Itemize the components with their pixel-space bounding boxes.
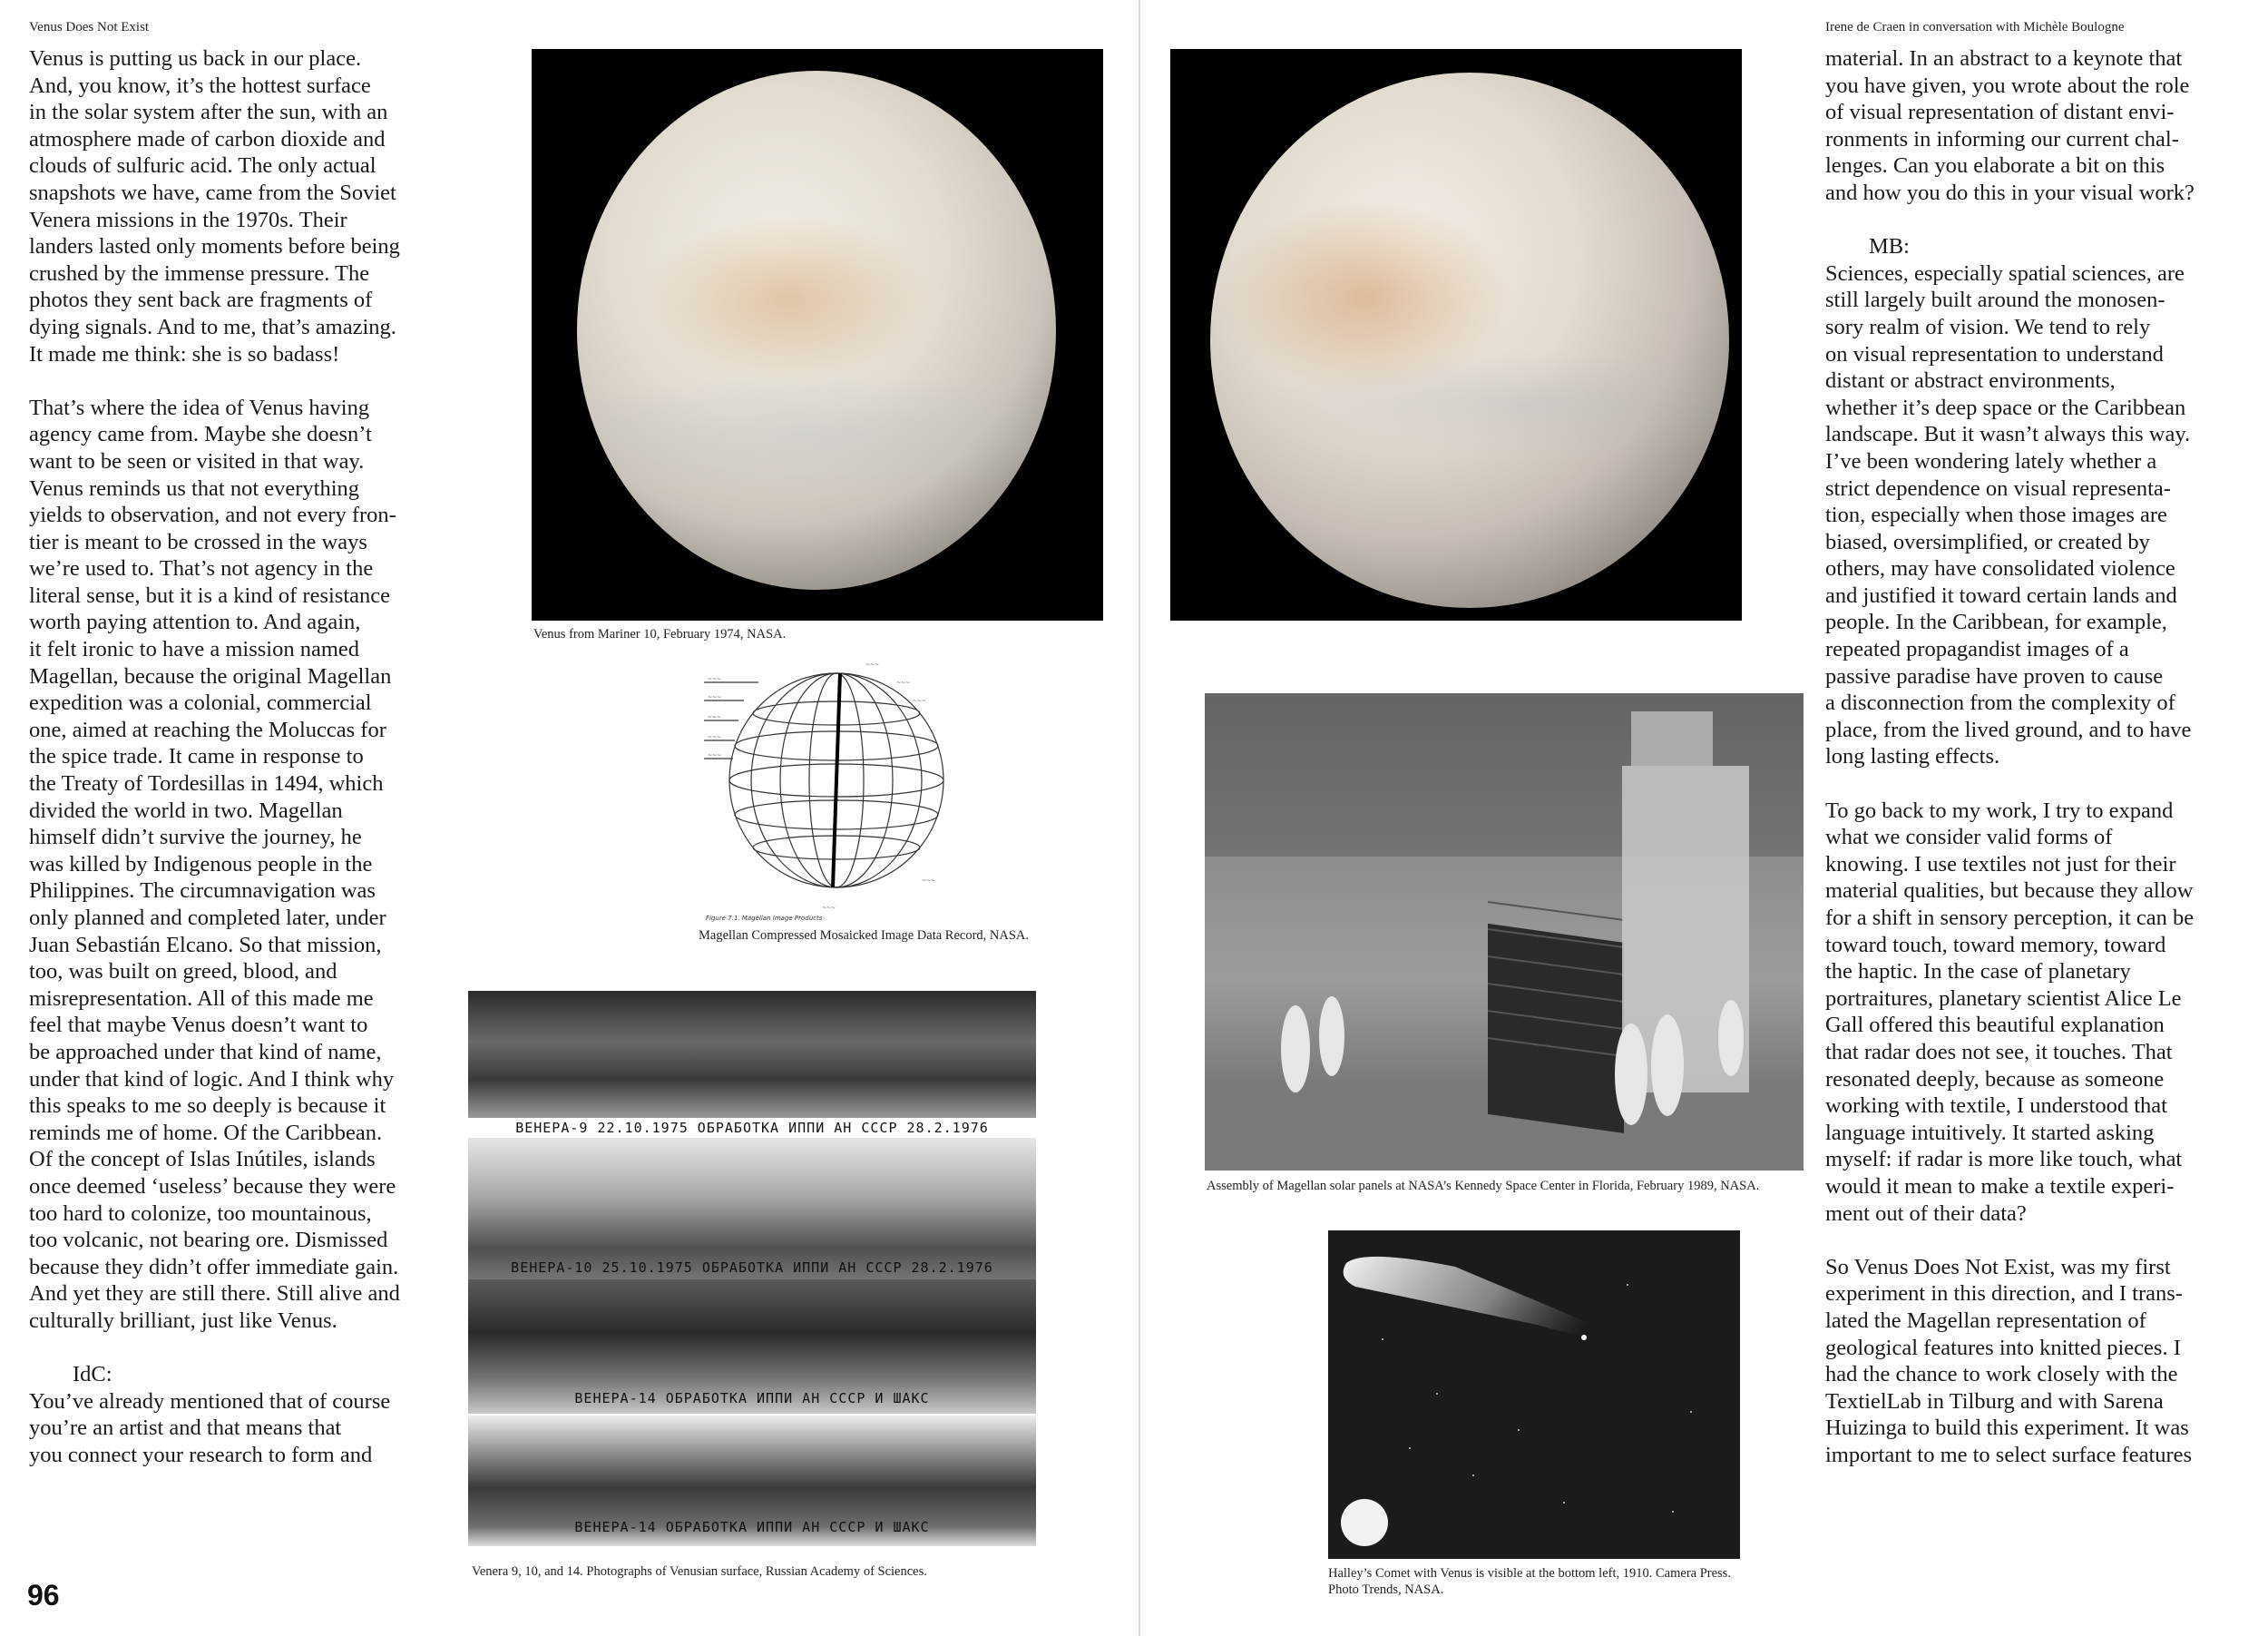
globe-drawing (695, 646, 978, 924)
right-text-line: geological features into knitted pieces. I (1825, 1335, 2181, 1360)
venera-10-label: ВЕНЕРА-10 25.10.1975 ОБРАБОТКА ИППИ АН СССР 28.2.1976 (511, 1259, 993, 1276)
right-text-line: material. In an abstract to a keynote that (1825, 46, 2183, 71)
right-text-line: on visual representation to understand (1825, 341, 2164, 367)
venera-9-panorama (468, 991, 1036, 1118)
right-text-line: passive paradise have proven to cause (1825, 663, 2164, 689)
left-text-line: It made me think: she is so badass! (29, 341, 340, 367)
left-text-line: tier is meant to be crossed in the ways (29, 529, 367, 554)
right-text-line: resonated deeply, because as someone (1825, 1066, 2165, 1092)
svg-text:~~~: ~~~ (708, 694, 722, 700)
caption-magellan-record: Magellan Compressed Mosaicked Image Data Record, NASA. (699, 928, 1030, 943)
right-text-line: strict dependence on visual representa- (1825, 475, 2171, 501)
left-text-line: Philippines. The circumnavigation was (29, 878, 376, 904)
left-text-line: under that kind of logic. And I think why (29, 1066, 395, 1092)
right-text-line: you have given, you wrote about the role (1825, 73, 2190, 98)
left-text-line: Magellan, because the original Magellan (29, 663, 392, 689)
left-text-line: IdC: (73, 1362, 112, 1387)
svg-text:~~~: ~~~ (708, 714, 722, 720)
magellan-globe-diagram (695, 646, 978, 924)
svg-text:~~~: ~~~ (708, 734, 722, 740)
right-text-line: lated the Magellan representation of (1825, 1308, 2146, 1333)
left-text-line: too, was built on greed, blood, and (29, 959, 337, 985)
right-text-line: Huizinga to build this experiment. It was (1825, 1416, 2189, 1441)
right-text-line: of visual representation of distant envi- (1825, 100, 2175, 125)
svg-text:~~~: ~~~ (913, 698, 927, 704)
left-text-line: want to be seen or visited in that way. (29, 448, 365, 474)
right-text-line: language intuitively. It started asking (1825, 1120, 2155, 1145)
left-text-line: once deemed ‘useless’ because they were (29, 1173, 396, 1199)
right-text-line: distant or abstract environments, (1825, 368, 2116, 394)
left-text-line: one, aimed at reaching the Moluccas for (29, 717, 386, 742)
left-running-head: Venus Does Not Exist (29, 20, 150, 34)
left-text-line: You’ve already mentioned that of course (29, 1388, 391, 1414)
venus-disc (577, 71, 1056, 590)
right-paragraph-gap (1825, 207, 2252, 234)
right-text-line: knowing. I use textiles not just for their (1825, 851, 2176, 877)
left-text-line: And, you know, it’s the hottest surface (29, 73, 371, 98)
right-text-line: portraitures, planetary scientist Alice Le (1825, 985, 2182, 1011)
right-text-line: others, may have consolidated violence (1825, 556, 2175, 582)
left-text-line: And yet they are still there. Still alive and (29, 1281, 400, 1307)
right-text-line: important to me to select surface features (1825, 1442, 2193, 1467)
left-text-line: we’re used to. That’s not agency in the (29, 556, 374, 582)
comet-illustration (1328, 1230, 1740, 1559)
venera-panorama-photos (468, 991, 1036, 1546)
right-running-head: Irene de Craen in conversation with Michèle Boulogne (1825, 20, 2125, 34)
right-text-line: toward touch, toward memory, toward (1825, 932, 2166, 957)
left-text-line: because they didn’t offer immediate gain. (29, 1254, 399, 1279)
right-text-line: experiment in this direction, and I trans- (1825, 1281, 2183, 1307)
left-text-line: the Treaty of Tordesillas in 1494, which (29, 771, 384, 797)
right-text-line: To go back to my work, I try to expand (1825, 798, 2174, 823)
caption-mariner: Venus from Mariner 10, February 1974, NASA. (533, 627, 787, 642)
right-text-line: working with textile, I understood that (1825, 1093, 2167, 1119)
left-text-line: you’re an artist and that means that (29, 1416, 342, 1441)
left-text-line: atmosphere made of carbon dioxide and (29, 126, 386, 152)
left-text-line: you connect your research to form and (29, 1442, 373, 1467)
venera-14b-label: ВЕНЕРА-14 ОБРАБОТКА ИППИ АН СССР И ШАКС (574, 1519, 930, 1535)
right-text-line: TextielLab in Tilburg and with Sarena (1825, 1388, 2164, 1414)
right-text-line: tion, especially when those images are (1825, 503, 2167, 528)
right-text-line: Sciences, especially spatial sciences, are (1825, 260, 2185, 286)
left-text-line: literal sense, but it is a kind of resistance (29, 583, 391, 608)
left-text-line: Of the concept of Islas Inútiles, islands (29, 1147, 376, 1172)
left-text-line: That’s where the idea of Venus having (29, 395, 370, 420)
right-text-line: and justified it toward certain lands and (1825, 583, 2177, 608)
right-text-line: what we consider valid forms of (1825, 825, 2113, 850)
svg-text:~~~: ~~~ (896, 680, 911, 686)
right-text-line: a disconnection from the complexity of (1825, 691, 2175, 716)
right-text-line: ment out of their data? (1825, 1200, 2027, 1226)
svg-text:~~~: ~~~ (708, 676, 722, 682)
left-text-line: worth paying attention to. And again, (29, 610, 361, 635)
right-text-line: place, from the lived ground, and to have (1825, 717, 2192, 742)
left-text-line: was killed by Indigenous people in the (29, 851, 373, 877)
caption-assembly: Assembly of Magellan solar panels at NASA’s Kennedy Space Center in Florida, February 1989, NASA. (1207, 1179, 1760, 1193)
left-text-line: this speaks to me so deeply is because it (29, 1093, 386, 1119)
right-text-line: So Venus Does Not Exist, was my first (1825, 1254, 2171, 1279)
right-text-column (1825, 45, 2252, 1468)
right-text-line: Gall offered this beautiful explanation (1825, 1013, 2165, 1038)
right-text-line: that radar does not see, it touches. That (1825, 1039, 2173, 1064)
right-text-line: material qualities, but because they allow (1825, 878, 2194, 904)
left-text-line: Venus is putting us back in our place. (29, 46, 362, 71)
right-text-line: lenges. Can you elaborate a bit on this (1825, 153, 2165, 179)
halley-comet-photo (1328, 1230, 1740, 1559)
left-text-line: misrepresentation. All of this made me (29, 985, 374, 1011)
left-text-line: photos they sent back are fragments of (29, 288, 373, 313)
left-paragraph-gap (29, 367, 455, 395)
right-text-line: still largely built around the monosen- (1825, 288, 2165, 313)
left-text-column (29, 45, 455, 1468)
left-paragraph-gap (29, 1335, 455, 1362)
left-text-line: clouds of sulfuric acid. The only actual (29, 153, 376, 179)
right-text-line: sory realm of vision. We tend to rely (1825, 314, 2151, 339)
venus-dot (1341, 1499, 1388, 1546)
caption-halley: Halley’s Comet with Venus is visible at the bottom left, 1910. Camera Press. Photo Trends, NASA. (1328, 1566, 1731, 1597)
venus-disc-right (1210, 73, 1729, 608)
left-text-line: culturally brilliant, just like Venus. (29, 1308, 337, 1333)
right-text-line: ronments in informing our current chal- (1825, 126, 2179, 152)
left-text-line: dying signals. And to me, that’s amazing. (29, 314, 396, 339)
left-text-line: divided the world in two. Magellan (29, 798, 343, 823)
venera-9-label: ВЕНЕРА-9 22.10.1975 ОБРАБОТКА ИППИ АН СССР 28.2.1976 (515, 1120, 989, 1136)
left-text-line: landers lasted only moments before being (29, 234, 400, 260)
page-number: 96 (27, 1579, 60, 1612)
left-text-line: reminds me of home. Of the Caribbean. (29, 1120, 383, 1145)
magellan-assembly-photo (1205, 693, 1804, 1171)
venus-photo-right (1170, 49, 1742, 621)
caption-venera: Venera 9, 10, and 14. Photographs of Venusian surface, Russian Academy of Sciences. (472, 1564, 927, 1579)
left-text-line: agency came from. Maybe she doesn’t (29, 422, 372, 447)
left-text-line: too hard to colonize, too mountainous, (29, 1200, 372, 1226)
left-text-line: expedition was a colonial, commercial (29, 691, 372, 716)
left-text-line: yields to observation, and not every fron- (29, 503, 396, 528)
right-text-line: for a shift in sensory perception, it can be (1825, 906, 2195, 930)
assembly-illustration (1205, 693, 1804, 1171)
right-text-line: had the chance to work closely with the (1825, 1362, 2178, 1387)
venus-mariner-photo (532, 49, 1103, 621)
left-text-line: crushed by the immense pressure. The (29, 260, 370, 286)
right-text-line: long lasting effects. (1825, 744, 2000, 769)
left-text-line: in the solar system after the sun, with an (29, 100, 388, 125)
right-paragraph-gap (1825, 770, 2252, 798)
left-text-line: only planned and completed later, under (29, 906, 386, 930)
svg-text:~~~: ~~~ (865, 661, 880, 668)
left-text-line: himself didn’t survive the journey, he (29, 825, 362, 850)
right-text-line: myself: if radar is more like touch, what (1825, 1147, 2183, 1172)
right-text-line: people. In the Caribbean, for example, (1825, 610, 2167, 635)
left-text-line: Venus reminds us that not everything (29, 475, 360, 501)
right-text-line: I’ve been wondering lately whether a (1825, 448, 2157, 474)
left-text-line: be approached under that kind of name, (29, 1039, 382, 1064)
left-text-line: feel that maybe Venus doesn’t want to (29, 1013, 368, 1038)
globe-figure-label: Figure 7.1. Magellan Image Products (706, 915, 823, 922)
svg-text:~~~: ~~~ (922, 877, 936, 884)
right-text-line: biased, oversimplified, or created by (1825, 529, 2150, 554)
left-text-line: Venera missions in the 1970s. Their (29, 207, 347, 232)
venera-14a-label: ВЕНЕРА-14 ОБРАБОТКА ИППИ АН СССР И ШАКС (574, 1390, 930, 1406)
left-text-line: the spice trade. It came in response to (29, 744, 364, 769)
right-text-line: whether it’s deep space or the Caribbean (1825, 395, 2186, 420)
right-text-line: repeated propagandist images of a (1825, 637, 2129, 662)
right-paragraph-gap (1825, 1227, 2252, 1254)
left-text-line: too volcanic, not bearing ore. Dismissed (29, 1228, 388, 1253)
right-text-line: would it mean to make a textile experi- (1825, 1173, 2175, 1199)
svg-text:~~~: ~~~ (708, 752, 722, 759)
svg-text:~~~: ~~~ (822, 905, 836, 911)
right-text-line: the haptic. In the case of planetary (1825, 959, 2131, 985)
page-spine (1139, 0, 1140, 1636)
right-text-line: and how you do this in your visual work? (1825, 180, 2195, 205)
right-text-line: MB: (1869, 234, 1910, 260)
right-text-line: landscape. But it wasn’t always this way. (1825, 422, 2191, 447)
left-text-line: Juan Sebastián Elcano. So that mission, (29, 932, 382, 957)
left-text-line: it felt ironic to have a mission named (29, 637, 360, 662)
left-text-line: snapshots we have, came from the Soviet (29, 180, 396, 205)
